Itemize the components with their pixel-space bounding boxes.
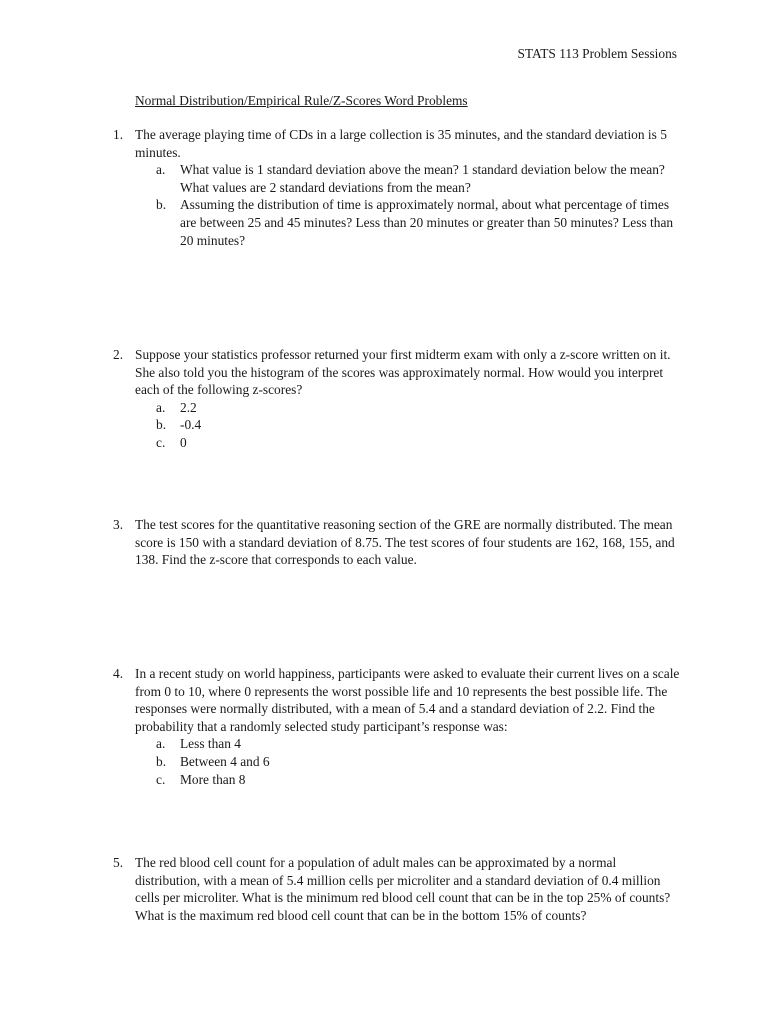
sub-question-text: Assuming the distribution of time is approximately normal, about what percentage of times are between 25 and 45 minutes? Less than 20 minutes or greater than 50 minutes? Less than 20 minutes? [180,197,674,248]
problem-number: 3. [113,517,124,532]
sub-question-text: What value is 1 standard deviation above the mean? 1 standard deviation below the mean? What values are 2 standard deviations from the mean? [180,162,665,195]
sub-question-letter: b. [156,753,167,769]
problem-text: The red blood cell count for a population of adult males can be approximated by a normal distribution, with a mean of 5.4 million cells per microliter and a standard deviation of 0.4 million cells per microliter. What is the minimum red blood cell count that can be in the top 25% of counts? What is the maximum red blood cell count that can be in the bottom 15% of counts? [135,855,671,923]
problem-2 [113,346,683,452]
sub-question-letter: b. [156,417,167,433]
problem-text: The average playing time of CDs in a large collection is 35 minutes, and the standard deviation is 5 minutes. [135,127,667,160]
sub-question-text: 2.2 [180,399,197,415]
problem-4 [113,665,683,788]
sub-question [156,399,683,417]
sub-question-letter: a. [156,736,166,752]
problem-number: 1. [113,127,124,142]
problem-number: 4. [113,666,124,681]
sub-question-letter: a. [156,162,166,178]
sub-question [156,753,683,771]
page-header: STATS 113 Problem Sessions [517,46,677,61]
sub-question [156,771,683,789]
sub-question-text: Less than 4 [180,736,241,752]
document-title: Normal Distribution/Empirical Rule/Z-Scores Word Problems [135,93,468,108]
sub-question [156,161,683,196]
sub-question [156,735,683,753]
sub-question [156,416,683,434]
sub-question-letter: c. [156,434,166,450]
sub-question-letter: c. [156,771,166,787]
problem-number: 2. [113,347,124,362]
sub-question-text: 0 [180,434,187,450]
problem-text: Suppose your statistics professor returned your first midterm exam with only a z-score written on it. She also told you the histogram of the scores was approximately normal. How would you interpret each of the following z-scores? [135,347,671,398]
sub-question-letter: b. [156,197,167,213]
sub-question [156,434,683,452]
sub-question-text: More than 8 [180,771,246,787]
problem-5 [113,854,683,924]
problem-1 [113,126,683,249]
sub-question-text: -0.4 [180,417,202,433]
problem-number: 5. [113,855,124,870]
sub-question-letter: a. [156,399,166,415]
sub-question-text: Between 4 and 6 [180,753,270,769]
problem-3 [113,516,683,569]
problem-text: In a recent study on world happiness, participants were asked to evaluate their current lives on a scale from 0 to 10, where 0 represents the worst possible life and 10 represents the best possible life. The responses were normally distributed, with a mean of 5.4 and a standard deviation of 2.2. Find the probability that a randomly selected study participant’s response was: [135,666,680,734]
sub-question [156,196,683,249]
problem-text: The test scores for the quantitative reasoning section of the GRE are normally distributed. The mean score is 150 with a standard deviation of 8.75. The test scores of four students are 162, 168, 155, and 138. Find the z-score that corresponds to each value. [135,517,675,568]
